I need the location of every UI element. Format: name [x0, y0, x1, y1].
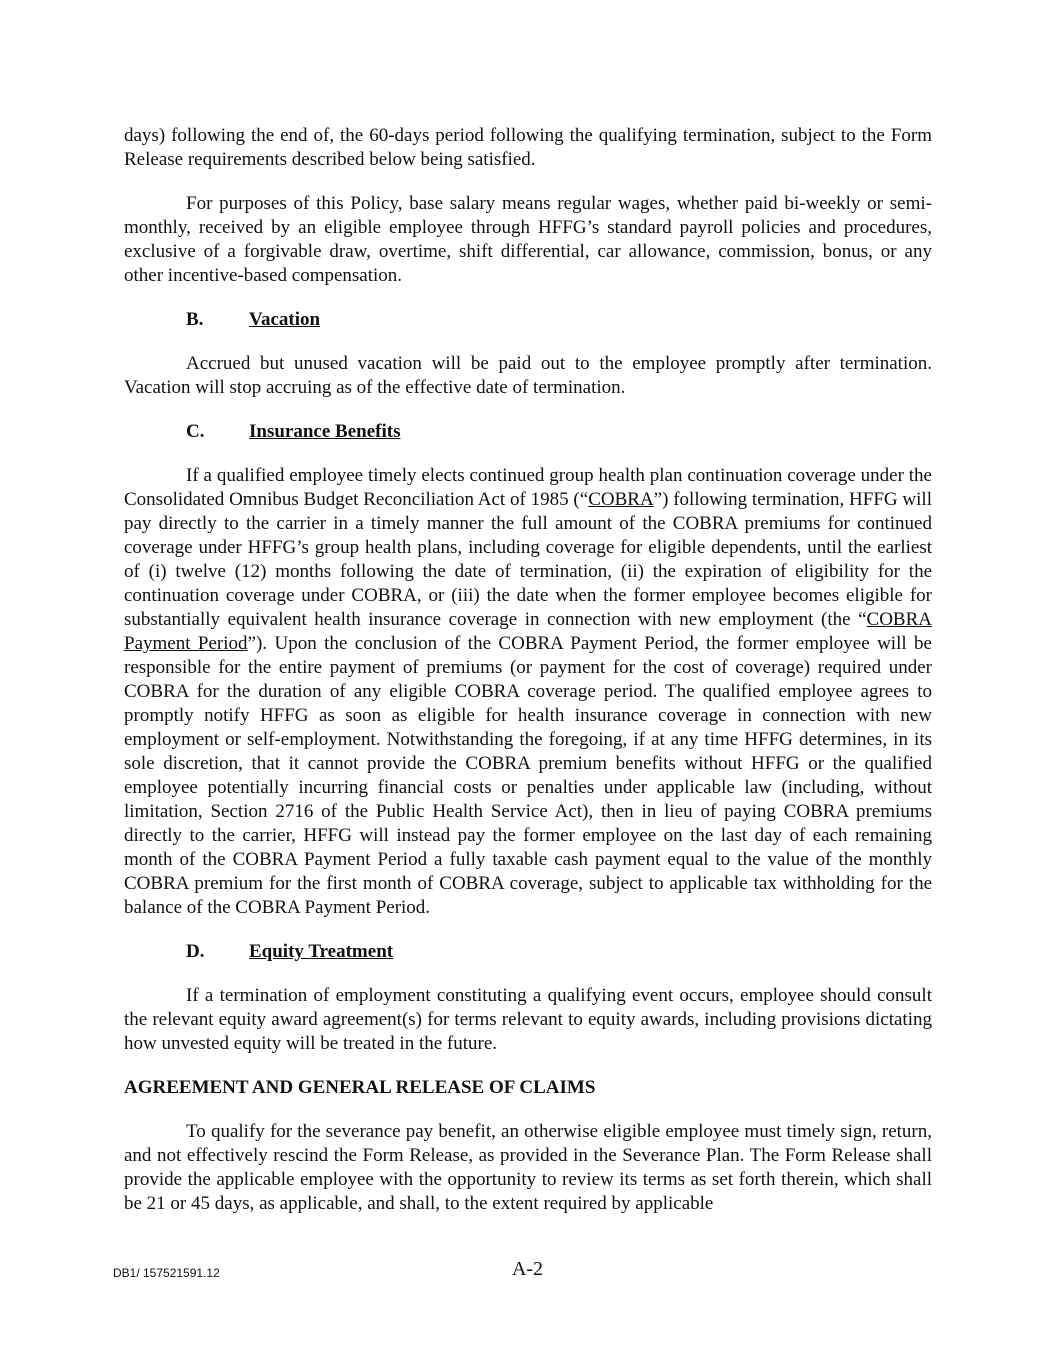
paragraph-insurance-benefits — [124, 464, 932, 920]
page-number: A-2 — [511, 1258, 544, 1280]
release-heading: AGREEMENT AND GENERAL RELEASE OF CLAIMS — [124, 1077, 596, 1098]
document-id: DB1/ 157521591.12 — [113, 1266, 220, 1280]
section-title: Equity Treatment — [249, 941, 394, 962]
paragraph-equity-treatment: If a termination of employment constituting a qualifying event occurs, employee should consult the relevant equity award agreement(s) for terms relevant to equity awards, including provisions dictating how unvested equity will be treated in the future. — [124, 985, 932, 1054]
section-letter: C. — [186, 421, 205, 442]
text-run: ”) following termination, HFFG will pay directly to the carrier in a timely manner the full amount of the COBRA premiums for continued coverage under HFFG’s group health plans, including coverage for eligible dependents, until the earliest of (i) twelve (12) months following the date of termination, (ii) the expiration of eligibility for the continuation coverage under COBRA, or (iii) the date when the former employee becomes eligible for substantially equivalent health insurance coverage in connection with new employment (the “ — [124, 489, 932, 630]
section-heading-equity-treatment — [124, 940, 932, 964]
section-letter: D. — [186, 941, 205, 962]
section-title: Vacation — [249, 309, 321, 330]
paragraph-vacation: Accrued but unused vacation will be paid out to the employee promptly after termination. Vacation will stop accruing as of the effective date of termination. — [124, 353, 932, 398]
defined-term-cobra: COBRA — [588, 489, 654, 510]
defined-term-cobra-payment-period: COBRA Payment Period — [124, 609, 932, 654]
document-body — [124, 124, 932, 1216]
paragraph-release: To qualify for the severance pay benefit, an otherwise eligible employee must timely sign, return, and not effectively rescind the Form Release, as provided in the Severance Plan. The Form Release shall provide the applicable employee with the opportunity to review its terms as set forth therein, which shall be 21 or 45 days, as applicable, and shall, to the extent required by applicable — [124, 1121, 932, 1214]
text-run: ”). Upon the conclusion of the COBRA Payment Period, the former employee will be responsible for the entire payment of premiums (or payment for the cost of coverage) required under COBRA for the duration of any eligible COBRA coverage period. The qualified employee agrees to promptly notify HFFG as soon as eligible for health insurance coverage in connection with new employment or self-employment. Notwithstanding the foregoing, if at any time HFFG determines, in its sole discretion, that it cannot provide the COBRA premium benefits without HFFG or the qualified employee potentially incurring financial costs or penalties under applicable law (including, without limitation, Section 2716 of the Public Health Service Act), then in lieu of paying COBRA premiums directly to the carrier, HFFG will instead pay the former employee on the last day of each remaining month of the COBRA Payment Period a fully taxable cash payment equal to the value of the monthly COBRA premium for the first month of COBRA coverage, subject to applicable tax withholding for the balance of the COBRA Payment Period. — [124, 633, 932, 918]
paragraph-base-salary: For purposes of this Policy, base salary means regular wages, whether paid bi-weekly or semi-monthly, received by an eligible employee through HFFG’s standard payroll policies and procedures, exclusive of a forgivable draw, overtime, shift differential, car allowance, commission, bonus, or any other incentive-based compensation. — [124, 193, 932, 286]
paragraph-continued: days) following the end of, the 60-days period following the qualifying termination, subject to the Form Release requirements described below being satisfied. — [124, 125, 932, 170]
section-heading-insurance-benefits — [124, 420, 932, 444]
section-letter: B. — [186, 309, 204, 330]
section-heading-vacation — [124, 308, 932, 332]
section-title: Insurance Benefits — [249, 421, 401, 442]
text-run: If a qualified employee timely elects continued group health plan continuation coverage under the Consolidated Omnibus Budget Reconciliation Act of 1985 (“ — [124, 465, 932, 510]
